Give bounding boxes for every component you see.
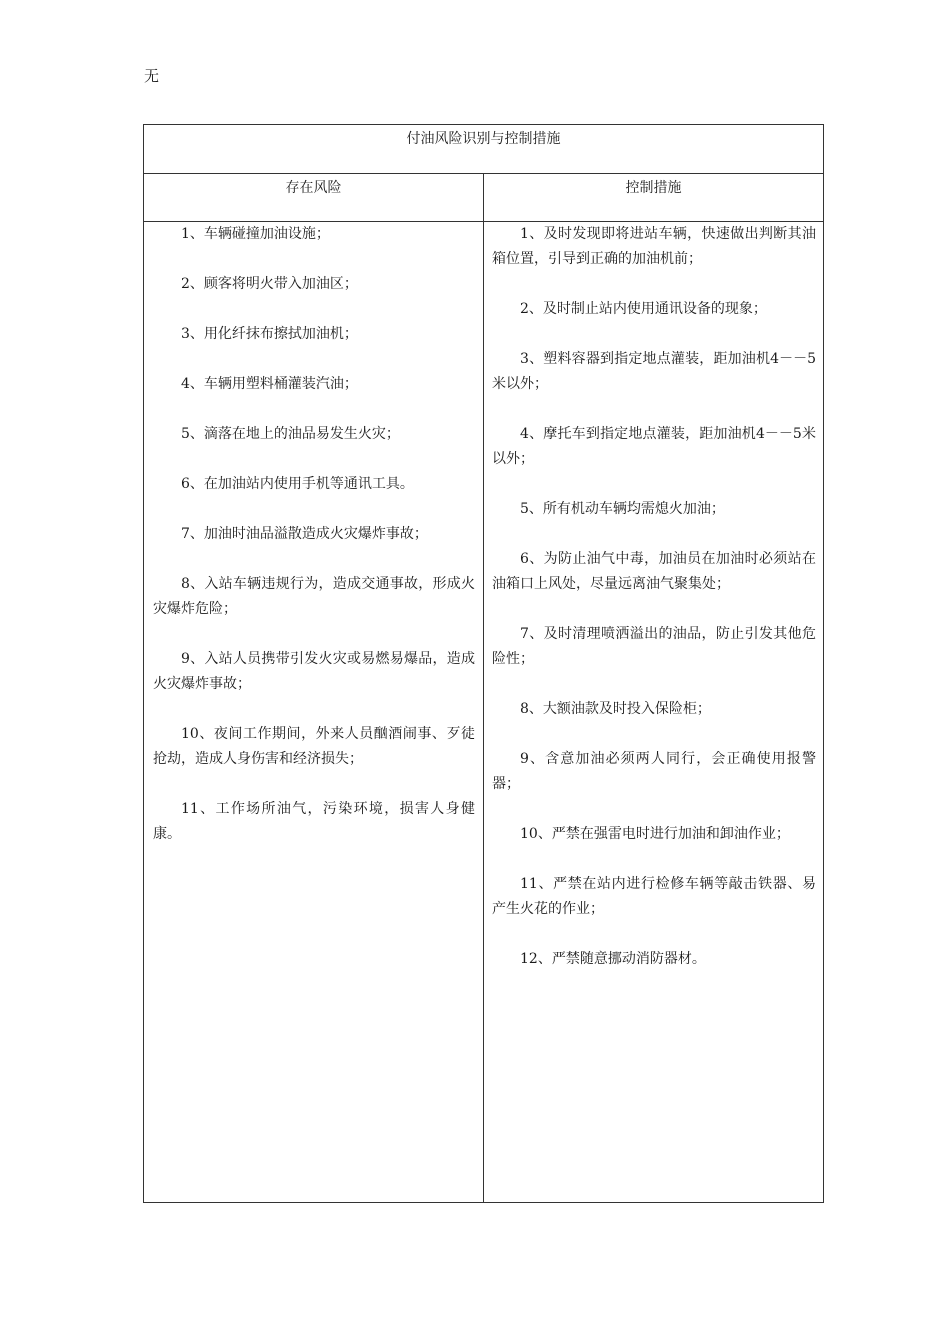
risk-item: 1、车辆碰撞加油设施； bbox=[181, 226, 330, 242]
control-item: 5、所有机动车辆均需熄火加油； bbox=[520, 501, 725, 517]
risk-column-header: 存在风险 bbox=[144, 174, 484, 222]
risk-item: 9、入站人员携带引发火灾或易燃易爆品，造成火灾爆炸事故； bbox=[153, 651, 475, 692]
risk-item: 7、加油时油品溢散造成火灾爆炸事故； bbox=[181, 526, 428, 542]
control-item: 7、及时清理喷洒溢出的油品，防止引发其他危险性； bbox=[492, 626, 816, 667]
control-item: 12、严禁随意挪动消防器材。 bbox=[520, 951, 706, 967]
control-item: 11、严禁在站内进行检修车辆等敲击铁器、易产生火花的作业； bbox=[492, 876, 816, 917]
risk-item: 8、入站车辆违规行为，造成交通事故，形成火灾爆炸危险； bbox=[153, 576, 475, 617]
control-item: 2、及时制止站内使用通讯设备的现象； bbox=[520, 301, 767, 317]
risk-list bbox=[144, 222, 484, 1202]
control-item: 4、摩托车到指定地点灌装，距加油机4－－5米以外； bbox=[492, 426, 816, 467]
control-item: 8、大额油款及时投入保险柜； bbox=[520, 701, 711, 717]
header-note: 无 bbox=[144, 67, 160, 85]
risk-control-table bbox=[143, 124, 824, 1203]
control-item: 9、含意加油必须两人同行，会正确使用报警器； bbox=[492, 751, 816, 792]
risk-item: 2、顾客将明火带入加油区； bbox=[181, 276, 358, 292]
control-item: 6、为防止油气中毒，加油员在加油时必须站在油箱口上风处，尽量远离油气聚集处； bbox=[492, 551, 816, 592]
risk-item: 6、在加油站内使用手机等通讯工具。 bbox=[181, 476, 414, 492]
table-title: 付油风险识别与控制措施 bbox=[144, 125, 823, 174]
risk-item: 11、工作场所油气，污染环境，损害人身健康。 bbox=[153, 801, 475, 842]
control-column-header: 控制措施 bbox=[484, 174, 823, 222]
risk-item: 3、用化纤抹布擦拭加油机； bbox=[181, 326, 358, 342]
control-item: 3、塑料容器到指定地点灌装，距加油机4－－5米以外； bbox=[492, 351, 816, 392]
risk-item: 5、滴落在地上的油品易发生火灾； bbox=[181, 426, 400, 442]
control-item: 1、及时发现即将进站车辆，快速做出判断其油箱位置，引导到正确的加油机前； bbox=[492, 226, 816, 267]
risk-item: 10、夜间工作期间，外来人员酗酒闹事、歹徒抢劫，造成人身伤害和经济损失； bbox=[153, 726, 475, 767]
control-list bbox=[484, 222, 823, 1202]
control-item: 10、严禁在强雷电时进行加油和卸油作业； bbox=[520, 826, 790, 842]
risk-item: 4、车辆用塑料桶灌装汽油； bbox=[181, 376, 358, 392]
